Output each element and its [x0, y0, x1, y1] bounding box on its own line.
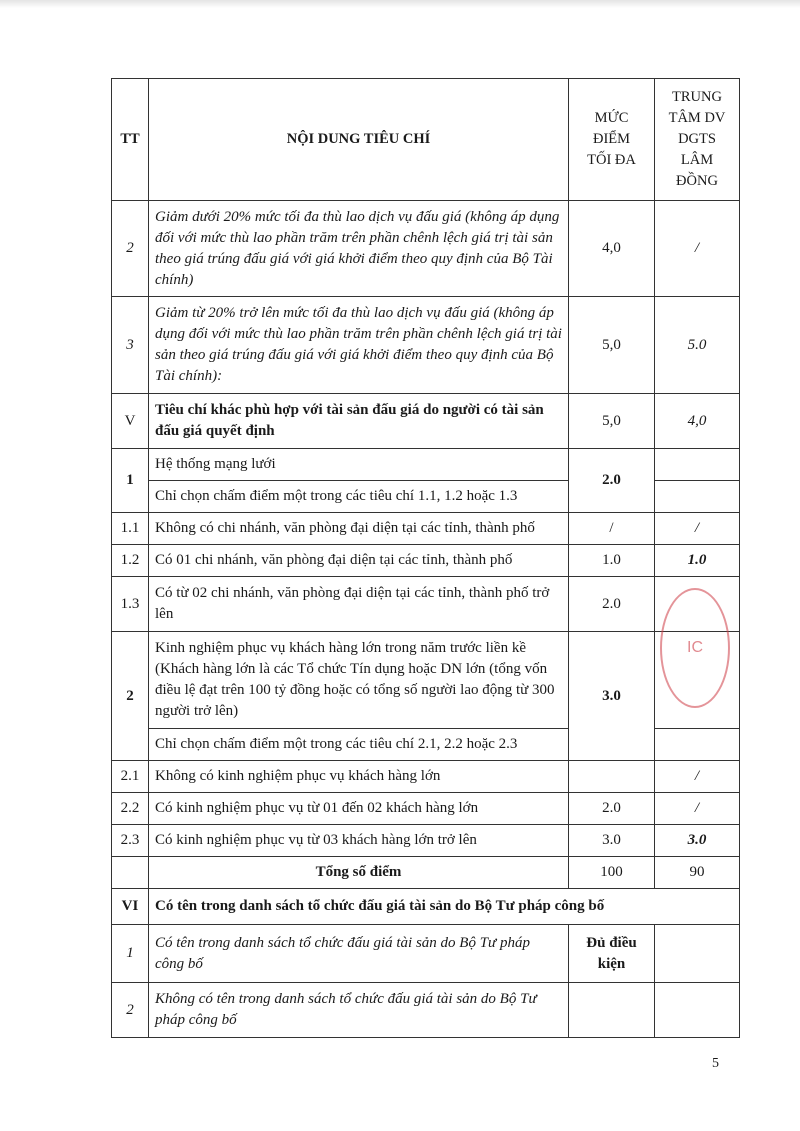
row-max: 2.0	[569, 449, 655, 513]
row-max: 3.0	[569, 632, 655, 761]
row-max: 2.0	[569, 793, 655, 825]
row-max: 5,0	[569, 394, 655, 449]
row-score: 5.0	[655, 297, 740, 394]
row-tt: V	[112, 394, 149, 449]
row-score	[655, 449, 740, 481]
row-max: 3.0	[569, 825, 655, 857]
row-max	[569, 761, 655, 793]
row-score	[655, 925, 740, 983]
row-score: /	[655, 793, 740, 825]
row-tt: 1.3	[112, 577, 149, 632]
table-row	[112, 761, 740, 793]
header-max-score: MỨC ĐIỂM TỐI ĐA	[569, 79, 655, 201]
row-tt: 2	[112, 983, 149, 1038]
row-tt: 1.2	[112, 545, 149, 577]
row-content: Kinh nghiệm phục vụ khách hàng lớn trong năm trước liền kề (Khách hàng lớn là các Tổ chức Tín dụng hoặc DN lớn (tổng vốn điều lệ đạt trên 100 tỷ đồng hoặc có tổng số người lao động từ 300 người trở lên)	[149, 632, 569, 729]
table-row	[112, 632, 740, 729]
scan-edge	[0, 0, 800, 8]
table-row	[112, 925, 740, 983]
row-max: Đủ điều kiện	[569, 925, 655, 983]
table-row	[112, 793, 740, 825]
row-content: Có kinh nghiệm phục vụ từ 03 khách hàng lớn trở lên	[149, 825, 569, 857]
row-score: 4,0	[655, 394, 740, 449]
row-max: /	[569, 513, 655, 545]
row-content: Không có kinh nghiệm phục vụ khách hàng lớn	[149, 761, 569, 793]
table-row	[112, 545, 740, 577]
row-content: Không có chi nhánh, văn phòng đại diện tại các tỉnh, thành phố	[149, 513, 569, 545]
table-row	[112, 577, 740, 632]
total-max: 100	[569, 857, 655, 889]
table-row	[112, 825, 740, 857]
row-content: Có tên trong danh sách tổ chức đấu giá tài sản do Bộ Tư pháp công bố	[149, 925, 569, 983]
table-row	[112, 394, 740, 449]
row-score	[655, 481, 740, 513]
row-note: Chỉ chọn chấm điểm một trong các tiêu chí 2.1, 2.2 hoặc 2.3	[149, 729, 569, 761]
header-center-score: TRUNG TÂM DV DGTS LÂM ĐỒNG	[655, 79, 740, 201]
row-tt: 2.1	[112, 761, 149, 793]
table-row	[112, 983, 740, 1038]
row-max: 4,0	[569, 201, 655, 297]
row-max	[569, 983, 655, 1038]
header-content: NỘI DUNG TIÊU CHÍ	[149, 79, 569, 201]
table-row	[112, 297, 740, 394]
header-tt: TT	[112, 79, 149, 201]
row-tt: 2.3	[112, 825, 149, 857]
row-content: Có kinh nghiệm phục vụ từ 01 đến 02 khách hàng lớn	[149, 793, 569, 825]
row-max: 5,0	[569, 297, 655, 394]
row-tt: 3	[112, 297, 149, 394]
table-row	[112, 889, 740, 925]
row-tt: 2.2	[112, 793, 149, 825]
table-row	[112, 449, 740, 481]
row-score	[655, 983, 740, 1038]
total-score: 90	[655, 857, 740, 889]
row-max: 1.0	[569, 545, 655, 577]
red-seal-stamp: IC	[660, 588, 730, 708]
row-note: Chỉ chọn chấm điểm một trong các tiêu chí 1.1, 1.2 hoặc 1.3	[149, 481, 569, 513]
total-tt	[112, 857, 149, 889]
row-content: Có 01 chi nhánh, văn phòng đại diện tại các tỉnh, thành phố	[149, 545, 569, 577]
row-content: Hệ thống mạng lưới	[149, 449, 569, 481]
row-content: Tiêu chí khác phù hợp với tài sản đấu giá do người có tài sản đấu giá quyết định	[149, 394, 569, 449]
total-label: Tổng số điểm	[149, 857, 569, 889]
row-tt: 1	[112, 449, 149, 513]
row-score: /	[655, 201, 740, 297]
row-content: Có từ 02 chi nhánh, văn phòng đại diện tại các tỉnh, thành phố trở lên	[149, 577, 569, 632]
row-content: Có tên trong danh sách tổ chức đấu giá tài sản do Bộ Tư pháp công bố	[149, 889, 740, 925]
row-tt: VI	[112, 889, 149, 925]
table-header-row	[112, 79, 740, 201]
row-tt: 2	[112, 201, 149, 297]
row-score: 3.0	[655, 825, 740, 857]
row-score: /	[655, 513, 740, 545]
row-tt: 1	[112, 925, 149, 983]
row-tt: 2	[112, 632, 149, 761]
row-score	[655, 729, 740, 761]
row-tt: 1.1	[112, 513, 149, 545]
total-row	[112, 857, 740, 889]
row-content: Giảm từ 20% trở lên mức tối đa thù lao dịch vụ đấu giá (không áp dụng đối với mức thù lao phần trăm trên phần chênh lệch giá trị tài sản theo giá trúng đấu giá với giá khởi điểm theo quy định của Bộ Tài chính):	[149, 297, 569, 394]
row-content: Không có tên trong danh sách tổ chức đấu giá tài sản do Bộ Tư pháp công bố	[149, 983, 569, 1038]
row-score: /	[655, 761, 740, 793]
table-row	[112, 513, 740, 545]
page-number: 5	[712, 1056, 719, 1071]
criteria-table	[111, 78, 740, 1038]
row-max: 2.0	[569, 577, 655, 632]
row-content: Giảm dưới 20% mức tối đa thù lao dịch vụ đấu giá (không áp dụng đối với mức thù lao phần trăm trên phần chênh lệch giá trị tài sản theo giá trúng đấu giá với giá khởi điểm theo quy định của Bộ Tài chính)	[149, 201, 569, 297]
table-row	[112, 201, 740, 297]
row-score: 1.0	[655, 545, 740, 577]
